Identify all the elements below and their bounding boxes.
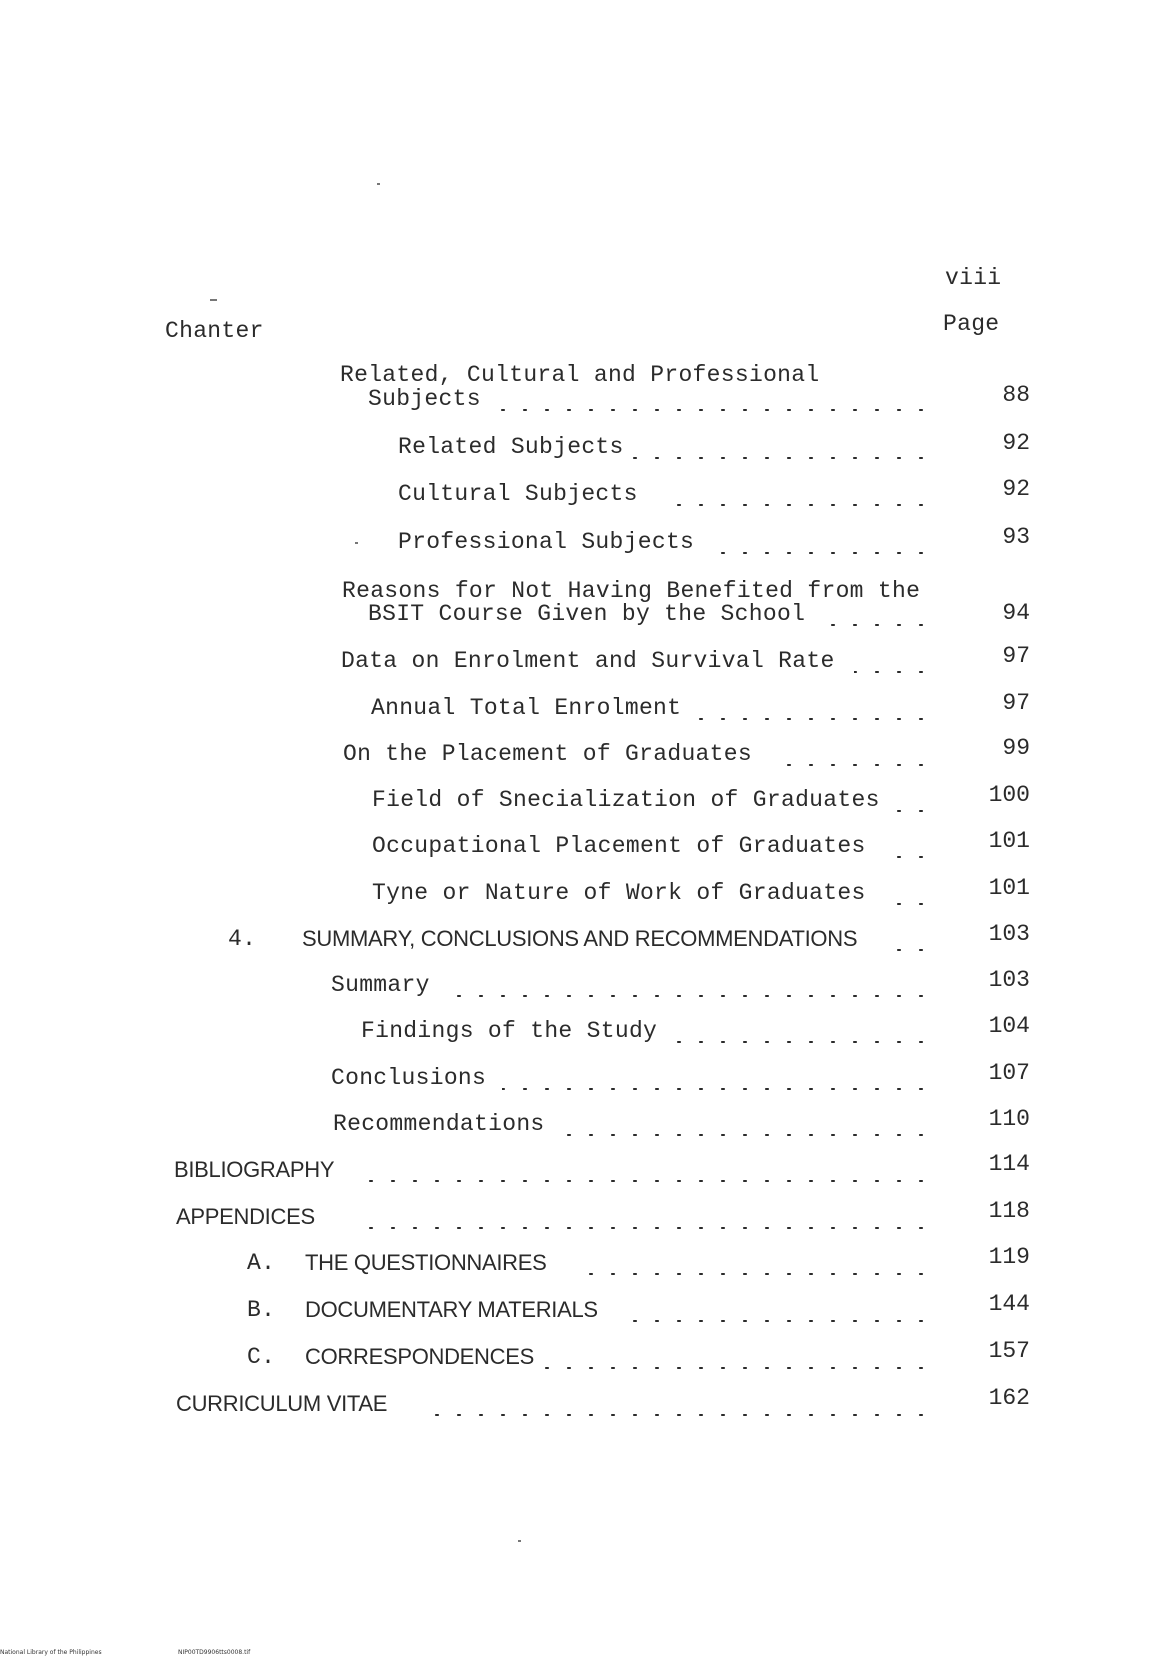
scan-speck: [210, 299, 217, 301]
toc-entry-title: DOCUMENTARY MATERIALS: [305, 1297, 598, 1322]
scan-speck: [377, 183, 380, 185]
toc-entry-title: BIBLIOGRAPHY: [174, 1157, 335, 1182]
toc-entry: [0, 430, 1168, 464]
toc-entry-title: Annual Total Enrolment: [371, 695, 682, 721]
toc-entry: [0, 1106, 1168, 1141]
toc-entry: [0, 476, 1168, 511]
toc-entry: [0, 735, 1168, 771]
chapter-number: 4.: [228, 926, 257, 952]
file-id: NIP00TD9906tts0008.tif: [178, 1649, 251, 1656]
dot-leader: [420, 1414, 932, 1416]
toc-entry-title: Related Subjects: [398, 434, 624, 460]
toc-entry-page: 88: [1002, 382, 1030, 408]
toc-entry: [0, 828, 1168, 863]
toc-entry-page: 103: [988, 967, 1030, 993]
toc-entry: [0, 1151, 1168, 1187]
toc-entry-page: 93: [1002, 524, 1030, 550]
chapter-column-label: Chanter: [165, 318, 264, 344]
dot-leader: [560, 1134, 932, 1136]
toc-entry: [0, 782, 1168, 817]
toc-entry-page: 97: [1002, 690, 1030, 716]
dot-leader: [667, 1041, 932, 1043]
toc-entry-title: Reasons for Not Having Benefited from the: [342, 578, 921, 604]
dot-leader: [772, 764, 932, 766]
toc-entry-page: 118: [988, 1198, 1030, 1224]
toc-entry: [0, 1060, 1168, 1095]
toc-entry-title: Tyne or Nature of Work of Graduates: [372, 880, 866, 906]
dot-leader: [662, 504, 932, 506]
toc-entry-title: Professional Subjects: [398, 529, 695, 555]
dot-leader: [890, 810, 932, 812]
dot-leader: [890, 903, 932, 905]
toc-entry-page: 92: [1002, 476, 1030, 502]
toc-chapter-entry: [0, 921, 1168, 956]
toc-entry-page: 99: [1002, 735, 1030, 761]
toc-entry-page: 101: [988, 875, 1030, 901]
toc-entry-page: 110: [988, 1106, 1030, 1132]
toc-appendix-entry: [0, 1338, 1168, 1374]
toc-entry-title: Summary: [331, 972, 430, 998]
toc-entry-page: 94: [1002, 600, 1030, 626]
toc-entry-page: 100: [988, 782, 1030, 808]
dot-leader: [360, 1180, 932, 1182]
appendix-letter: A.: [247, 1250, 276, 1276]
dot-leader: [632, 457, 932, 459]
toc-entry-page: 107: [988, 1060, 1030, 1086]
dot-leader: [618, 1320, 932, 1322]
toc-entry-title: Occupational Placement of Graduates: [372, 833, 866, 859]
toc-entry-title: Cultural Subjects: [398, 481, 638, 507]
toc-entry: [0, 1198, 1168, 1234]
toc-entry-title: Field of Snecialization of Graduates: [372, 787, 880, 813]
dot-leader: [364, 1227, 932, 1229]
dot-leader: [690, 718, 932, 720]
toc-entry-page: 92: [1002, 430, 1030, 456]
dot-leader: [535, 1367, 932, 1369]
scan-file-id: [178, 1649, 250, 1656]
appendix-letter: C.: [247, 1344, 276, 1370]
toc-entry-page: 144: [988, 1291, 1030, 1317]
scan-footer: [0, 1649, 102, 1656]
toc-entry-page: 114: [988, 1151, 1030, 1177]
toc-entry-title: THE QUESTIONNAIRES: [305, 1250, 547, 1275]
roman-page-number: viii: [945, 265, 1002, 291]
appendix-letter: B.: [247, 1297, 276, 1323]
toc-entry-title: Recommendations: [333, 1111, 545, 1137]
toc-entry: [0, 1385, 1168, 1421]
toc-entry: [0, 967, 1168, 1002]
toc-appendix-entry: [0, 1291, 1168, 1327]
toc-entry-title: BSIT Course Given by the School: [368, 601, 806, 627]
toc-entry: [0, 875, 1168, 910]
toc-entry-page: 157: [988, 1338, 1030, 1364]
dot-leader: [822, 624, 932, 626]
scan-speck: [518, 1540, 521, 1542]
toc-entry-title: SUMMARY, CONCLUSIONS AND RECOMMENDATIONS: [302, 926, 858, 951]
toc-entry-title: CURRICULUM VITAE: [176, 1391, 388, 1416]
toc-entry: [0, 690, 1168, 725]
toc-entry-title: Findings of the Study: [361, 1018, 658, 1044]
toc-entry-page: 101: [988, 828, 1030, 854]
toc-entry-page: 97: [1002, 643, 1030, 669]
toc-entry-title: Conclusions: [331, 1065, 487, 1091]
dot-leader: [890, 856, 932, 858]
toc-entry-title: CORRESPONDENCES: [305, 1344, 534, 1369]
toc-entry-title: Data on Enrolment and Survival Rate: [341, 648, 835, 674]
dot-leader: [717, 552, 932, 554]
scan-speck: [355, 542, 358, 544]
toc-appendix-entry: [0, 1244, 1168, 1280]
toc-entry-page: 162: [988, 1385, 1030, 1411]
toc-entry-page: 119: [988, 1244, 1030, 1270]
dot-leader: [854, 671, 932, 673]
dot-leader: [890, 949, 932, 951]
toc-entry: [0, 382, 1168, 416]
toc-entry: [0, 601, 1168, 631]
dot-leader: [502, 1088, 932, 1090]
toc-entry: [0, 524, 1168, 559]
toc-entry: [0, 643, 1168, 678]
page-column-label: Page: [943, 311, 1000, 337]
dot-leader: [442, 995, 932, 997]
toc-entry-title: Subjects: [368, 386, 481, 412]
toc-entry-page: 104: [988, 1013, 1030, 1039]
dot-leader: [588, 1273, 932, 1275]
library-credit: National Library of the Philippines: [0, 1649, 102, 1656]
toc-entry-title: APPENDICES: [176, 1204, 315, 1229]
toc-entry-title: Related, Cultural and Professional: [340, 362, 820, 388]
toc-entry: [0, 1013, 1168, 1048]
toc-entry-title: On the Placement of Graduates: [343, 741, 752, 767]
toc-entry-page: 103: [988, 921, 1030, 947]
dot-leader: [495, 409, 932, 411]
